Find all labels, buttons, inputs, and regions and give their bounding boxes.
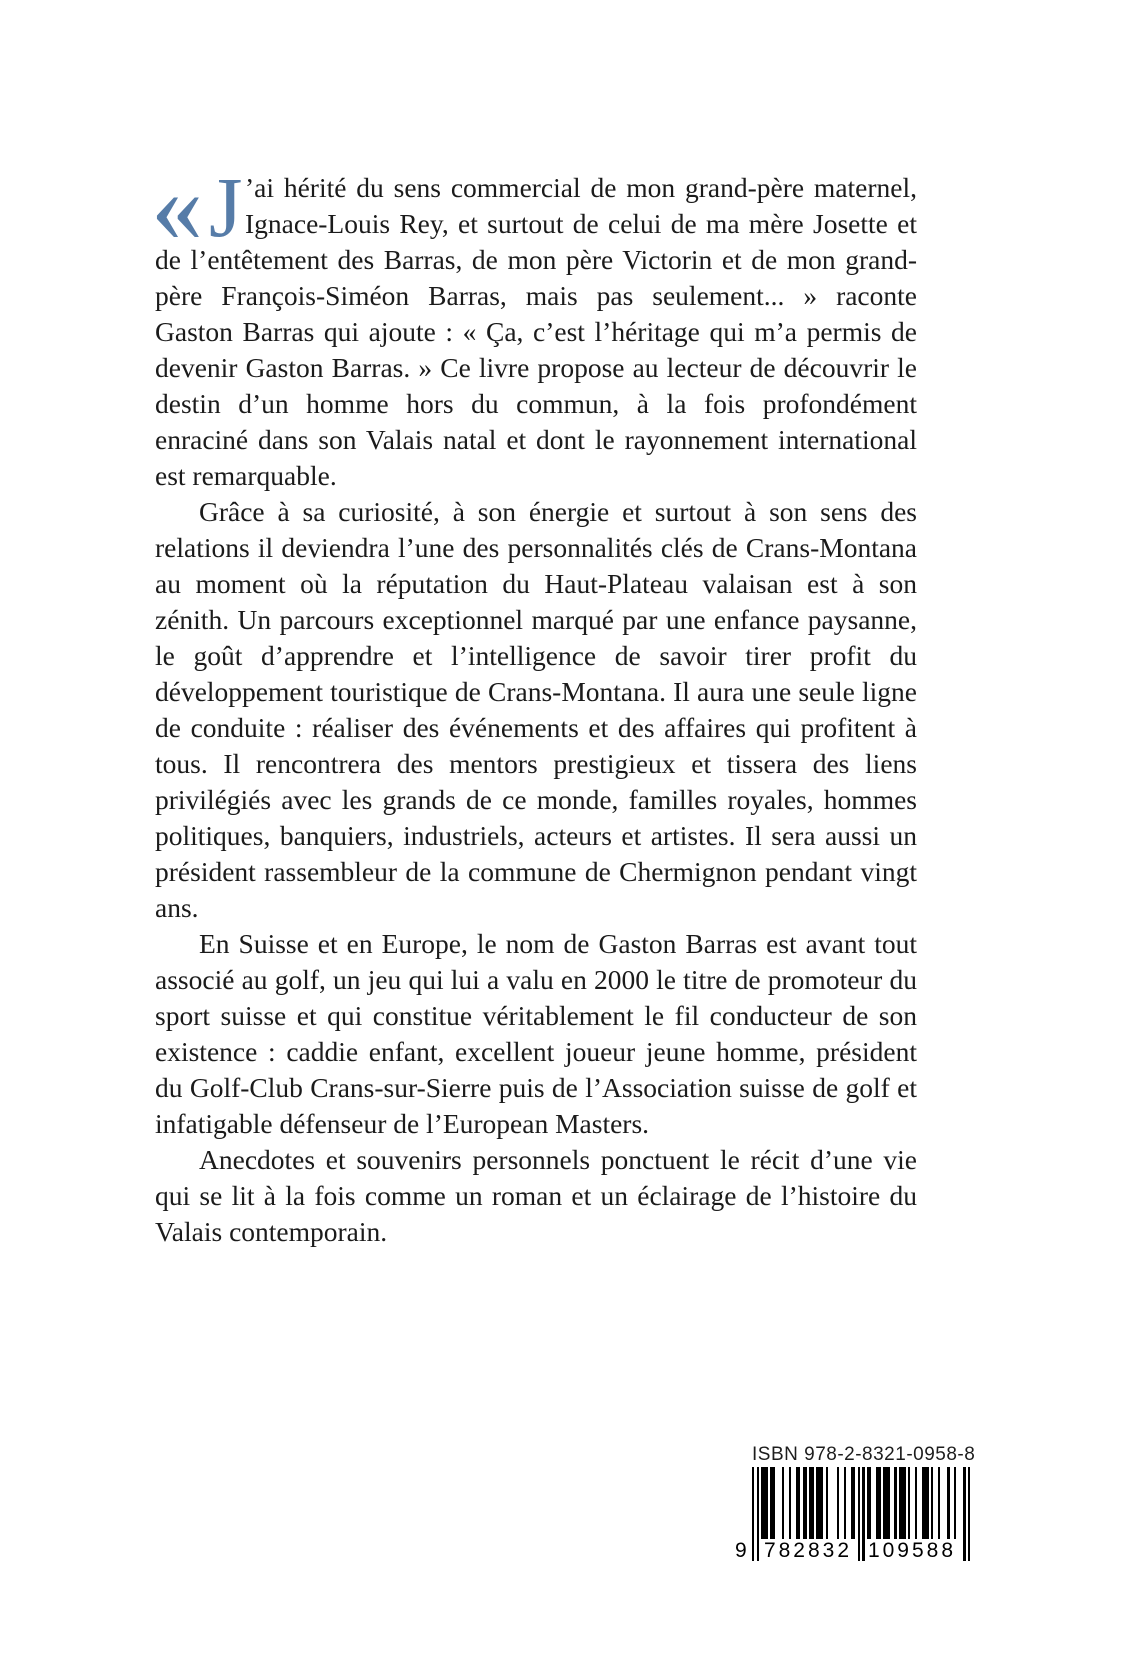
barcode-digits-right: 109588: [865, 1539, 959, 1563]
back-cover-text: [151, 149, 917, 1250]
barcode: [735, 1467, 971, 1562]
barcode-digit-first: 9: [735, 1539, 747, 1562]
paragraph-4: Anecdotes et souvenirs personnels ponctuent le récit d’une vie qui se lit à la fois comme un roman et un éclairage de l’histoire du Valais contemporain.: [155, 1144, 917, 1247]
isbn-label: ISBN 978-2-8321-0958-8: [752, 1444, 976, 1465]
opening-quote: [151, 149, 245, 264]
paragraph-1-text: ’ai hérité du sens commercial de mon grand-père maternel, Ignace-Louis Rey, et surtout de celui de ma mère Josette et de l’entêtement des Barras, de mon père Victorin et de mon grand-père François-Siméon Barras, mais pas seulement... » raconte Gaston Barras qui ajoute : « Ça, c’est l’héritage qui m’a permis de devenir Gaston Barras. » Ce livre propose au lecteur de découvrir le destin d’un homme hors du commun, à la fois profondément enraciné dans son Valais natal et dont le rayonnement international est remarquable.: [155, 172, 917, 491]
barcode-digits-left: 782832: [761, 1539, 855, 1563]
paragraph-3: En Suisse et en Europe, le nom de Gaston Barras est avant tout associé au golf, un jeu qui lui a valu en 2000 le titre de promoteur du sport suisse et qui constitue véritablement le fil conducteur de son existence : caddie enfant, excellent joueur jeune homme, président du Golf-Club Crans-sur-Sierre puis de l’Association suisse de golf et infatigable défenseur de l’European Masters.: [155, 928, 917, 1139]
dropcap-letter: J: [209, 159, 243, 255]
isbn-block: [735, 1444, 976, 1562]
paragraph-quote: [151, 149, 917, 494]
opening-guillemet-icon: «: [151, 149, 203, 264]
paragraph-2: Grâce à sa curiosité, à son énergie et surtout à son sens des relations il deviendra l’une des personnalités clés de Crans-Montana au moment où la réputation du Haut-Plateau valaisan est à son zénith. Un parcours exceptionnel marqué par une enfance paysanne, le goût d’apprendre et l’intelligence de savoir tirer profit du développement touristique de Crans-Montana. Il aura une seule ligne de conduite : réaliser des événements et des affaires qui profitent à tous. Il rencontrera des mentors prestigieux et tissera des liens privilégiés avec les grands de ce monde, familles royales, hommes politiques, banquiers, industriels, acteurs et artistes. Il sera aussi un président rassembleur de la commune de Chermignon pendant vingt ans.: [155, 496, 917, 923]
barcode-digits: [735, 1539, 971, 1563]
